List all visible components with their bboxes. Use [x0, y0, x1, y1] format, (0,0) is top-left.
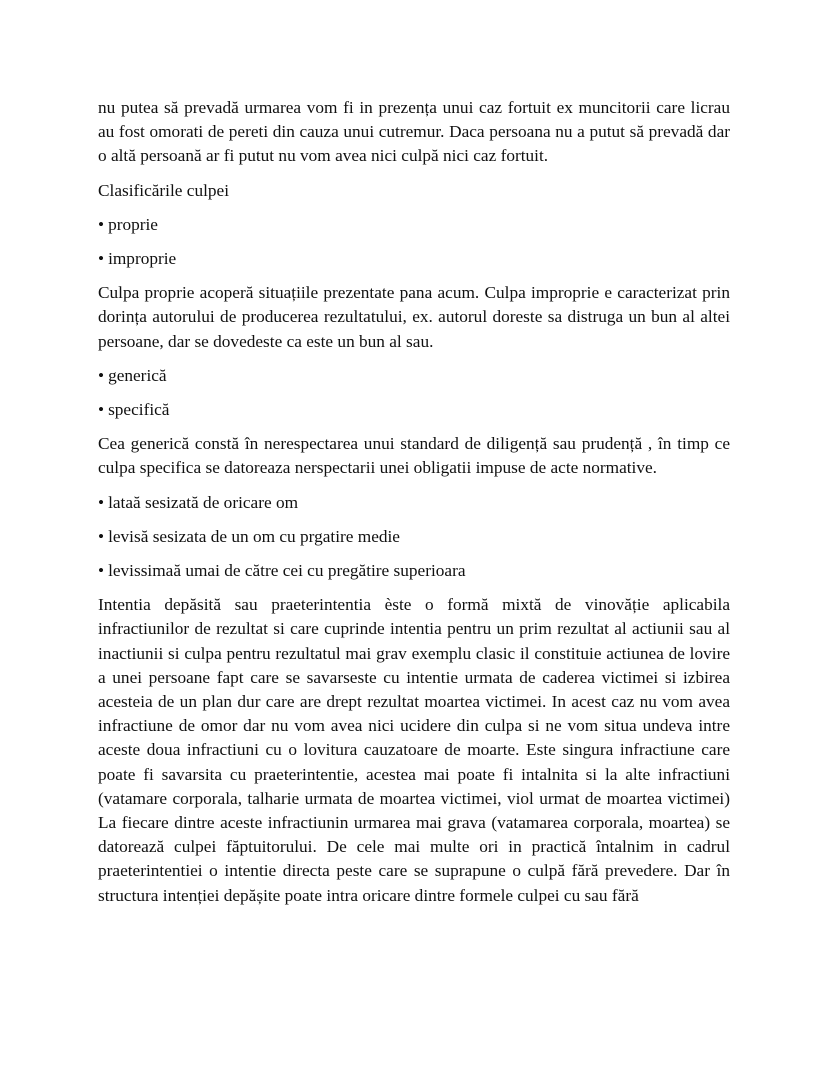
bullet-label: levisă sesizata de un om cu prgatire medie [108, 526, 400, 546]
bullet-label: levissimaă umai de către cei cu pregătire superioara [108, 561, 466, 581]
bullet-item-levissima [98, 559, 730, 583]
bullet-icon: • [98, 492, 105, 512]
bullet-icon: • [98, 561, 105, 581]
bullet-item-lata [98, 491, 730, 515]
bullet-label: improprie [108, 249, 177, 269]
bullet-item-specifica [98, 398, 730, 422]
paragraph-culpa-proprie: Culpa proprie acoperă situațiile prezentate pana acum. Culpa improprie e caracterizat prin dorința autorului de producerea rezultatului, ex. autorul doreste sa distruga un bun al altei persoane, dar se dovedeste ca este un bun al sau. [98, 283, 730, 351]
bullet-icon: • [98, 400, 105, 420]
bullet-icon: • [98, 214, 105, 234]
bullet-label: lataă sesizată de oricare om [108, 492, 299, 512]
bullet-item-improprie [98, 247, 730, 271]
bullet-icon: • [98, 249, 105, 269]
paragraph-culpa-generica: Cea generică constă în nerespectarea unui standard de diligență sau prudență , în timp ce culpa specifica se datoreaza nerspectarii unei obligatii impuse de acte normative. [98, 434, 730, 478]
bullet-label: proprie [108, 214, 158, 234]
paragraph-caz-fortuit: nu putea să prevadă urmarea vom fi in prezența unui caz fortuit ex muncitorii care licrau au fost omorati de pereti din cauza unui cutremur. Daca persoana nu a putut să prevadă dar o altă persoană ar fi putut nu vom avea nici culpă nici caz fortuit. [98, 98, 730, 166]
bullet-icon: • [98, 365, 105, 385]
bullet-item-generica [98, 364, 730, 388]
bullet-item-proprie [98, 213, 730, 237]
bullet-item-levis [98, 525, 730, 549]
bullet-label: generică [108, 365, 167, 385]
bullet-label: specifică [108, 400, 170, 420]
heading-clasificarile-culpei: Clasificările culpei [98, 180, 229, 200]
bullet-icon: • [98, 526, 105, 546]
document-page [98, 96, 730, 918]
paragraph-praeterintentia: Intentia depăsită sau praeterintentia èste o formă mixtă de vinovăție aplicabila infractiunilor de rezultat si care cuprinde intentia pentru un prim rezultat al actiunii sau al inactiunii si culpa pentru rezultatul mai grav exemplu clasic il constituie actiunea de lovire a unei persoane fapt care se savarseste cu intentie urmata de caderea victimei si izbirea acesteia de un plan dur care are drept rezultat moartea victimei. In acest caz nu vom avea infractiune de omor dar nu vom avea nici ucidere din culpa si ne vom situa undeva intre aceste doua infractiuni cu o lovitura cauzatoare de moarte. Este singura infractiune care poate fi savarsita cu praeterintentie, acestea mai poate fi intalnita si la alte infractiuni (vatamare corporala, talharie urmata de moartea victimei, viol urmat de moartea victimei) La fiecare dintre aceste infractiunin urmarea mai grava (vatamarea corporala, moartea) se datorează culpei făptuitorului. De cele mai multe ori in practică întalnim in cadrul praeterintentiei o intentie directa peste care se suprapune o culpă fără prevedere. Dar în structura intenției depășite poate intra oricare dintre formele culpei cu sau fără [98, 595, 730, 905]
